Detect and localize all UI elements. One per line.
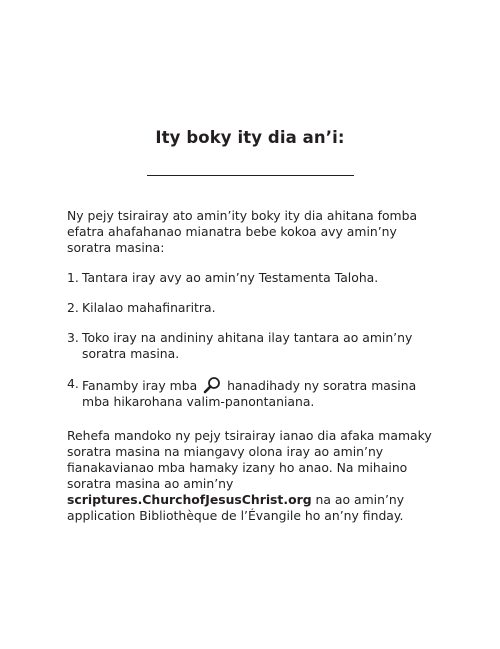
list-item (67, 376, 437, 410)
step-number: 2. (67, 300, 79, 315)
instructions (67, 208, 437, 524)
list-item (67, 270, 437, 286)
step-number: 4. (67, 376, 79, 391)
list-item (67, 330, 437, 362)
step-text-before: Fanamby iray mba (82, 378, 198, 393)
page-title: Ity boky ity dia an’i: (155, 128, 345, 147)
steps-list (67, 270, 437, 410)
step-text-after: hanadihady ny soratra masina mba hikarohana valim-panontaniana. (82, 378, 417, 409)
list-item (67, 300, 437, 316)
intro-paragraph: Ny pejy tsirairay ato amin’ity boky ity dia ahitana fomba efatra ahafahanao mianatra bebe kokoa avy amin’ny soratra masina: (67, 208, 418, 255)
magnifying-glass-icon (203, 376, 221, 394)
outro-paragraph (67, 428, 437, 524)
owner-name-line (147, 175, 354, 176)
step-number: 3. (67, 330, 79, 345)
outro-text-after: na ao amin’ny application Bibliothèque de l’Évangile ho an’ny finday. (67, 492, 405, 523)
step-text: Kilalao mahafinaritra. (82, 300, 216, 315)
step-text: Toko iray na andininy ahitana ilay tantara ao amin’ny soratra masina. (82, 330, 413, 361)
step-number: 1. (67, 270, 79, 285)
outro-text-before: Rehefa mandoko ny pejy tsirairay ianao dia afaka mamaky soratra masina na miangavy olona iray ao amin’ny fianakavianao mba hamaky izany ho anao. Na mihaino soratra masina ao amin’ny (67, 428, 432, 491)
step-text: Tantara iray avy ao amin’ny Testamenta Taloha. (82, 270, 379, 285)
scriptures-link[interactable]: scriptures.ChurchofJesusChrist.org (67, 492, 312, 507)
